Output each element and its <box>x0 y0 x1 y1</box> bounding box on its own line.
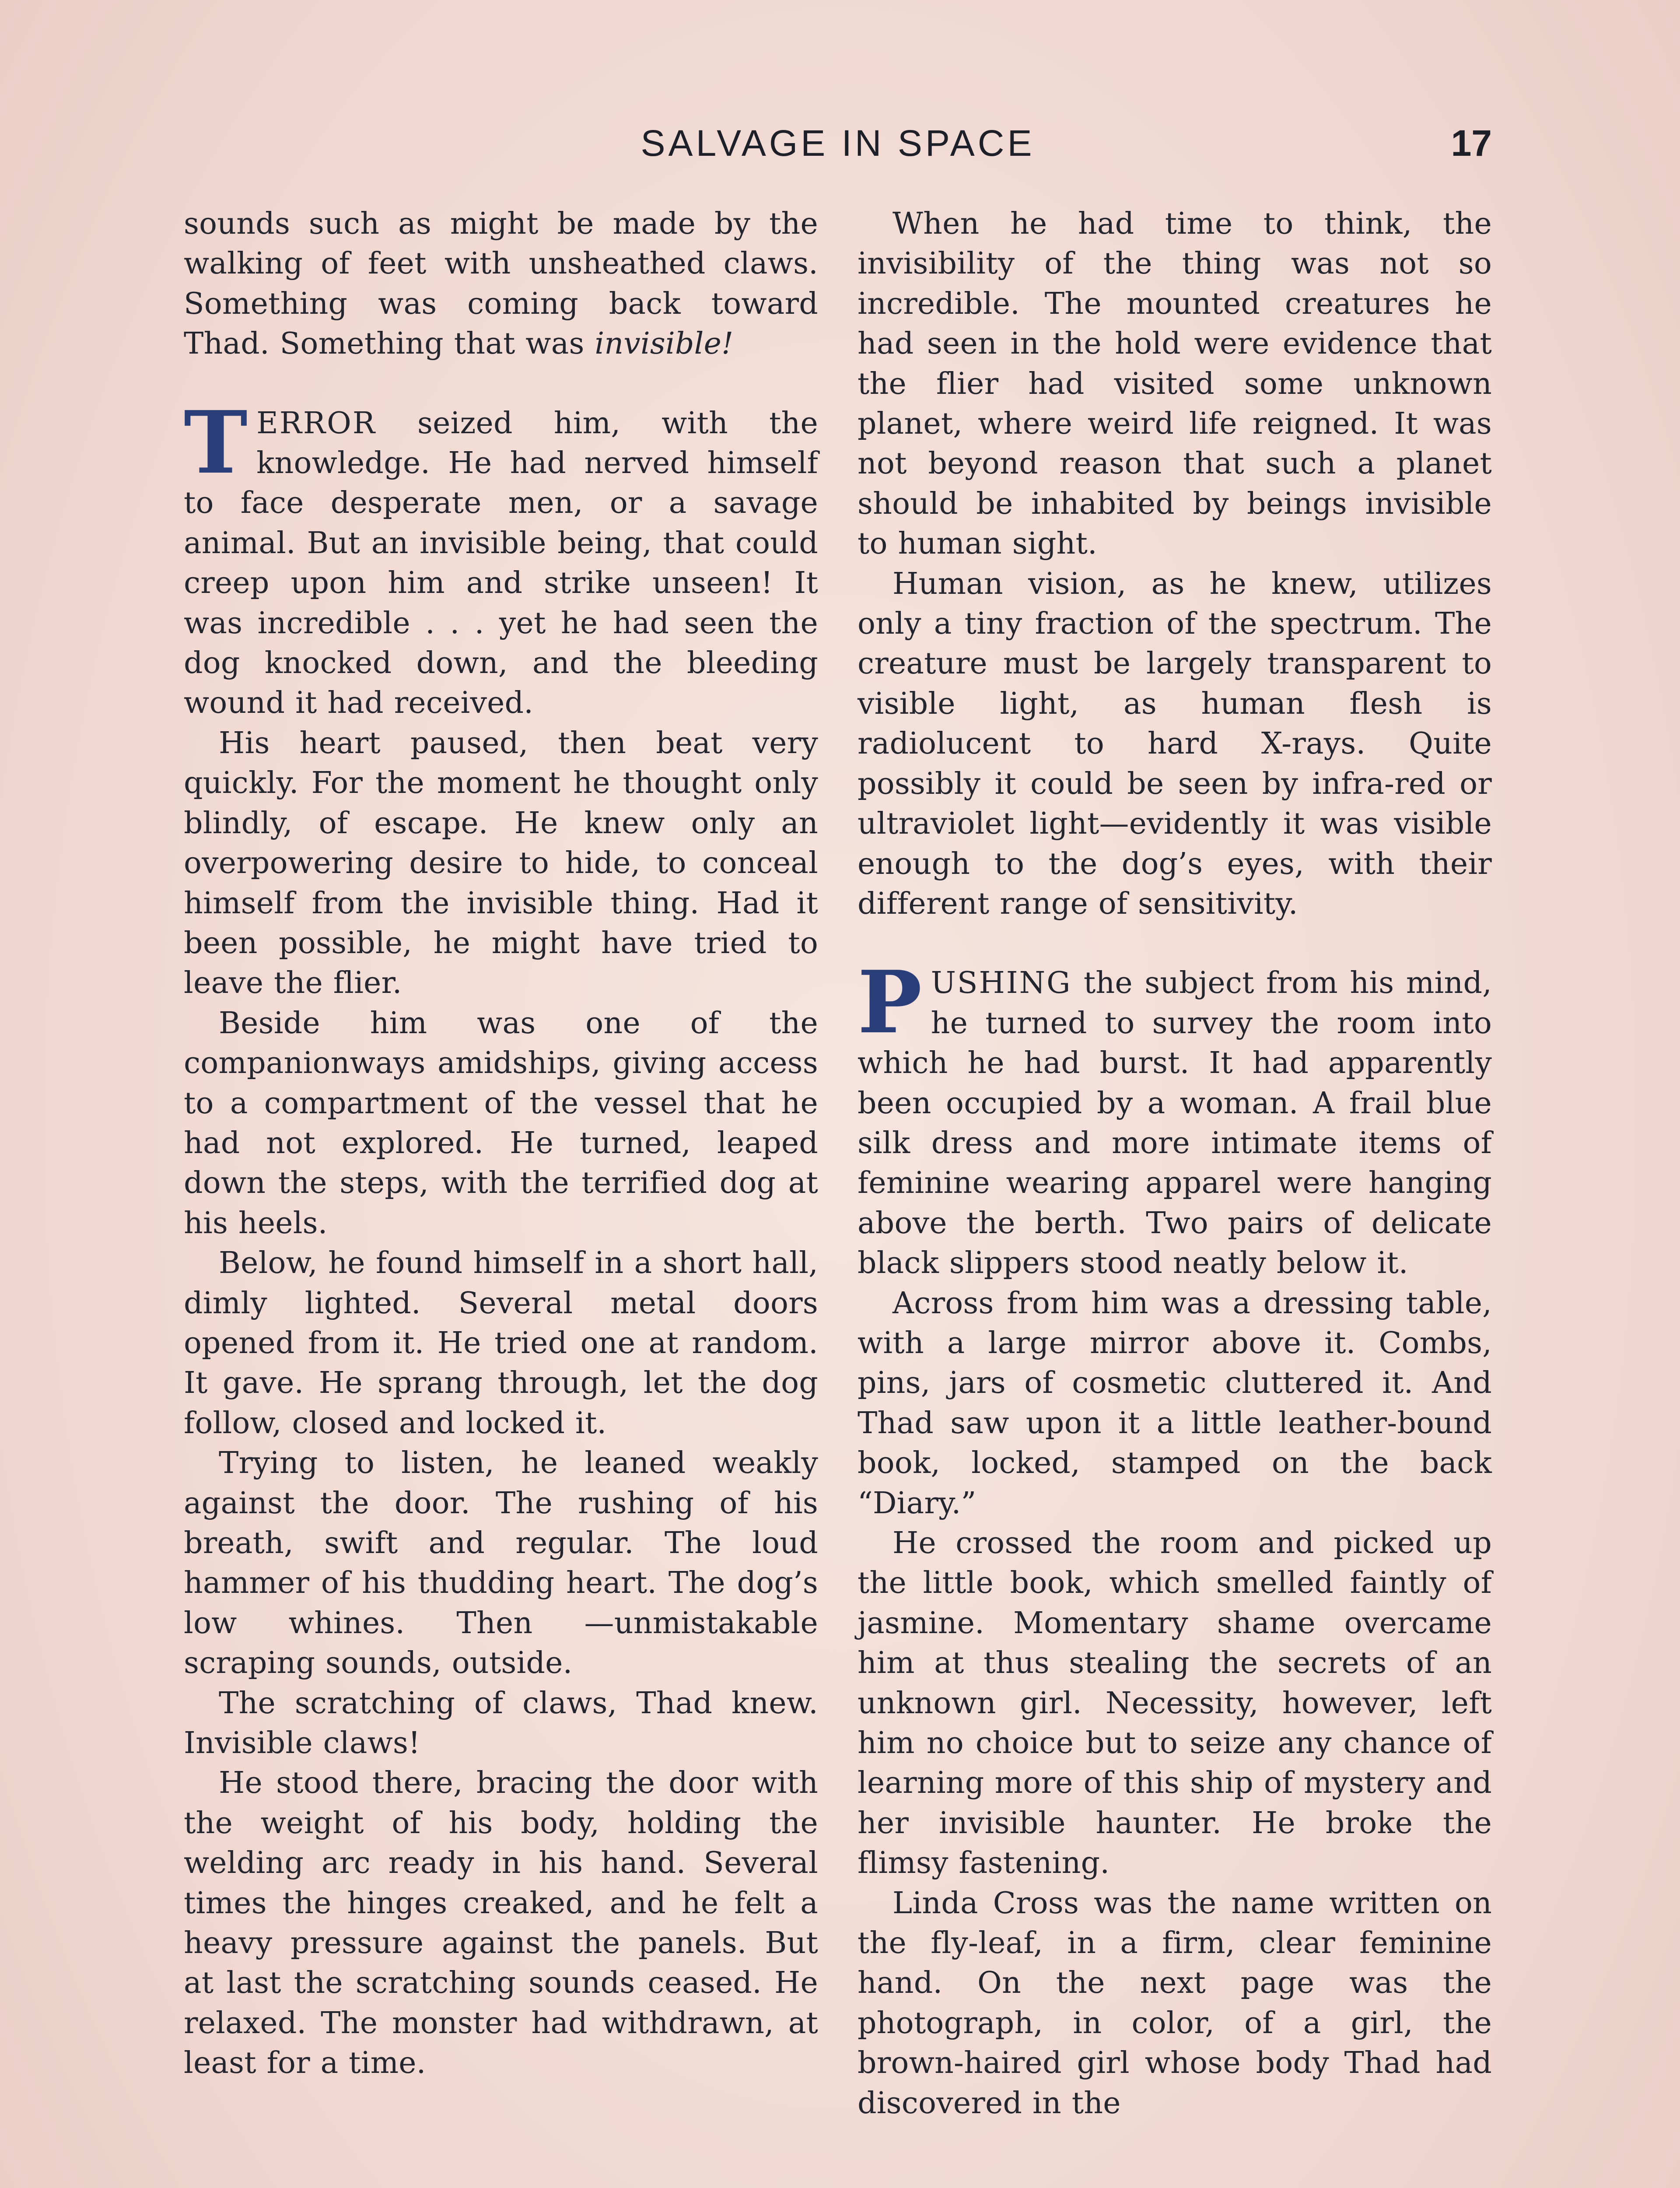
paragraph: Across from him was a dressing table, with a large mirror above it. Combs, pins, jars of cosmetic cluttered it. And Thad saw upon it a little leather-bound book, locked, stamped on the back “Diary.” <box>858 1286 1492 1521</box>
paragraph: When he had time to think, the invisibility of the thing was not so incredible. The mounted creatures he had seen in the hold were evidence that the flier had visited some unknown planet, where weird life reigned. It was not beyond reason that such a planet should be inhabited by beings invisible to human sight. <box>858 207 1492 561</box>
running-title: SALVAGE IN SPACE <box>640 123 1035 164</box>
left-column <box>184 204 818 2083</box>
paragraph: He crossed the room and picked up the little book, which smelled faintly of jasmine. Momentary shame overcame him at thus stealing the secrets of an unknown girl. Necessity, however, left him no choice but to seize any chance of learning more of this ship of mystery and her invisible haunter. He broke the flimsy fastening. <box>858 1526 1492 1881</box>
paragraph: His heart paused, then beat very quickly. For the moment he thought only blindly, of escape. He knew only an overpowering desire to hide, to conceal himself from the invisible thing. Had it been possible, he might have tried to leave the flier. <box>184 726 818 1001</box>
paragraph-text: sounds such as might be made by the walking of feet with unsheathed claws. Something was coming back toward Thad. Something that was <box>184 207 818 361</box>
paragraph: Beside him was one of the companionways amidships, giving access to a compartment of the vessel that he had not explored. He turned, leaped down the steps, with the terrified dog at his heels. <box>184 1006 818 1241</box>
paragraph: The scratching of claws, Thad knew. Invisible claws! <box>184 1686 818 1761</box>
italic-text: invisible! <box>595 326 734 361</box>
paragraph-dropcap <box>858 952 1492 1283</box>
right-column <box>858 204 1492 2123</box>
paragraph <box>184 204 818 364</box>
paragraph-dropcap <box>184 392 818 723</box>
paragraph: Linda Cross was the name written on the fly-leaf, in a firm, clear feminine hand. On the next page was the photograph, in color, of a girl, the brown-haired girl whose body Thad had discovered in the <box>858 1886 1492 2121</box>
paragraph: Below, he found himself in a short hall, dimly lighted. Several metal doors opened from it. He tried one at random. It gave. He sprang through, let the dog follow, closed and locked it. <box>184 1246 818 1441</box>
lead-in: USHING <box>931 966 1072 1001</box>
lead-in: ERROR <box>256 406 377 441</box>
page-number: 17 <box>1451 123 1492 164</box>
paragraph-text: seized him, with the knowledge. He had nerved himself to face desperate men, or a savage animal. But an invisible being, that could creep upon him and strike unseen! It was incredible . . . yet he had seen the dog knocked down, and the bleeding wound it had received. <box>184 406 818 721</box>
paragraph: Human vision, as he knew, utilizes only a tiny fraction of the spectrum. The creature must be largely transparent to visible light, as human flesh is radiolucent to hard X-rays. Quite possibly it could be seen by infra-red or ultraviolet light—evidently it was visible enough to the dog’s eyes, with their different range of sensitivity. <box>858 566 1492 921</box>
page-header <box>184 115 1492 172</box>
drop-cap: T <box>184 392 248 493</box>
paragraph: He stood there, bracing the door with the weight of his body, holding the welding arc ready in his hand. Several times the hinges creaked, and he felt a heavy pressure against the panels. But at last the scratching sounds ceased. He relaxed. The monster had withdrawn, at least for a time. <box>184 1766 818 2081</box>
paragraph: Trying to listen, he leaned weakly against the door. The rushing of his breath, swift and regular. The loud hammer of his thudding heart. The dog’s low whines. Then —unmistakable scraping sounds, outside. <box>184 1446 818 1681</box>
paragraph-text: the subject from his mind, he turned to survey the room into which he had burst. It had apparently been occupied by a woman. A frail blue silk dress and more intimate items of feminine wearing apparel were hanging above the berth. Two pairs of delicate black slippers stood neatly below it. <box>858 966 1492 1281</box>
drop-cap: P <box>858 952 922 1053</box>
